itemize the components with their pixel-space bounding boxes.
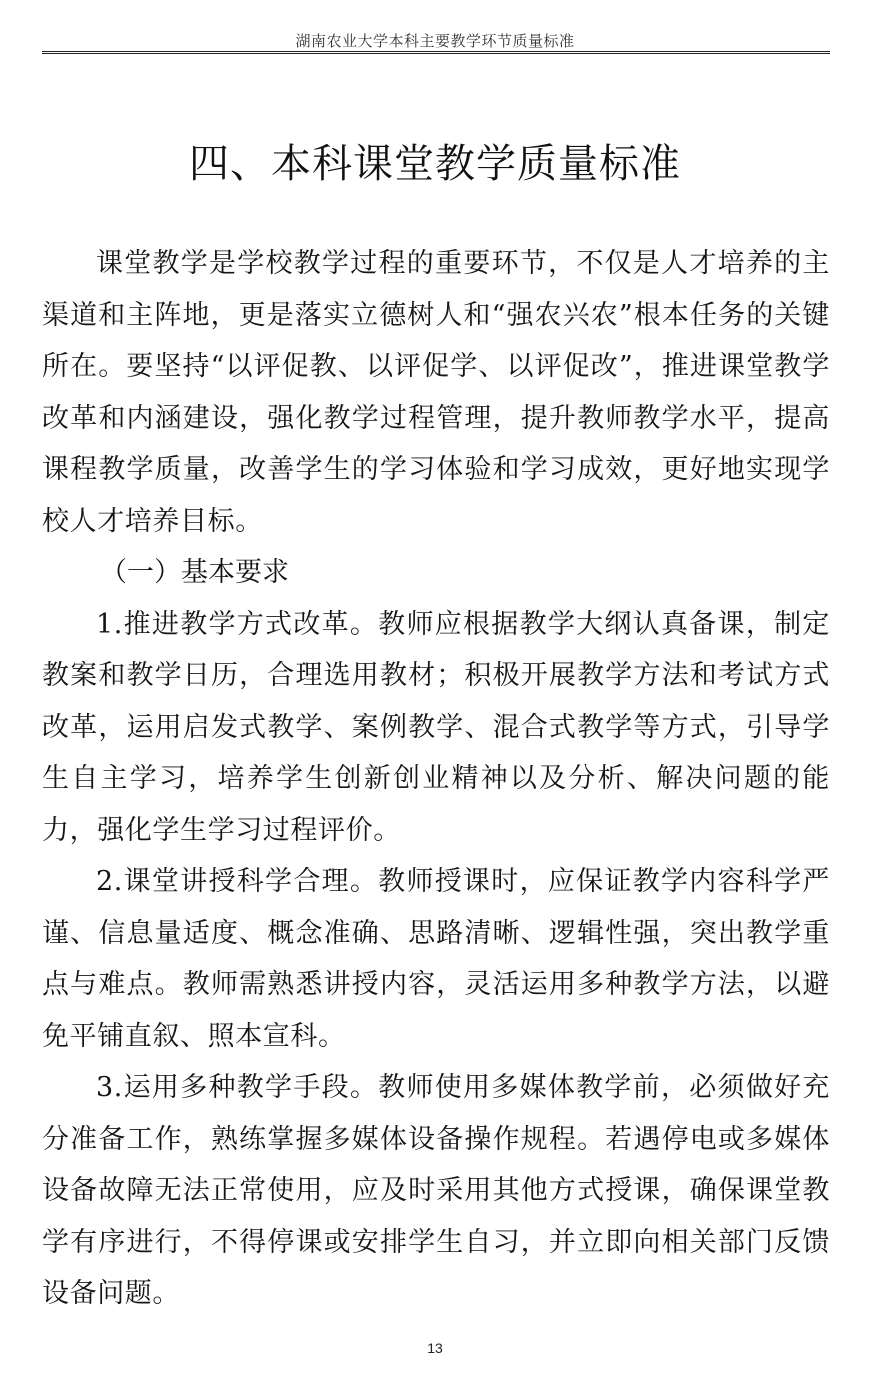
page-number: 13 [427,1340,443,1356]
requirement-item-1: 1.推进教学方式改革。教师应根据教学大纲认真备课，制定教案和教学日历，合理选用教材；积极开展教学方法和考试方式改革，运用启发式教学、案例教学、混合式教学等方式，引导学生自主学习，培养学生创新创业精神以及分析、解决问题的能力，强化学生学习过程评价。 [42,608,830,846]
intro-paragraph: 课堂教学是学校教学过程的重要环节，不仅是人才培养的主渠道和主阵地，更是落实立德树人和“强农兴农”根本任务的关键所在。要坚持“以评促教、以评促学、以评促改”，推进课堂教学改革和内涵建设，强化教学过程管理，提升教师教学水平，提高课程教学质量，改善学生的学习体验和学习成效，更好地实现学校人才培养目标。 [42,248,830,537]
page-title: 四、本科课堂教学质量标准 [189,141,681,187]
section-heading: （一）基本要求 [100,557,289,588]
header-rule [42,51,830,54]
running-header: 湖南农业大学本科主要教学环节质量标准 [295,32,575,50]
requirement-item-3: 3.运用多种教学手段。教师使用多媒体教学前，必须做好充分准备工作，熟练掌握多媒体设备操作规程。若遇停电或多媒体设备故障无法正常使用，应及时采用其他方式授课，确保课堂教学有序进行，不得停课或安排学生自习，并立即向相关部门反馈设备问题。 [42,1072,830,1309]
document-body [42,238,830,1320]
requirement-item-2: 2.课堂讲授科学合理。教师授课时，应保证教学内容科学严谨、信息量适度、概念准确、思路清晰、逻辑性强，突出教学重点与难点。教师需熟悉讲授内容，灵活运用多种教学方法，以避免平铺直叙、照本宣科。 [42,866,830,1052]
